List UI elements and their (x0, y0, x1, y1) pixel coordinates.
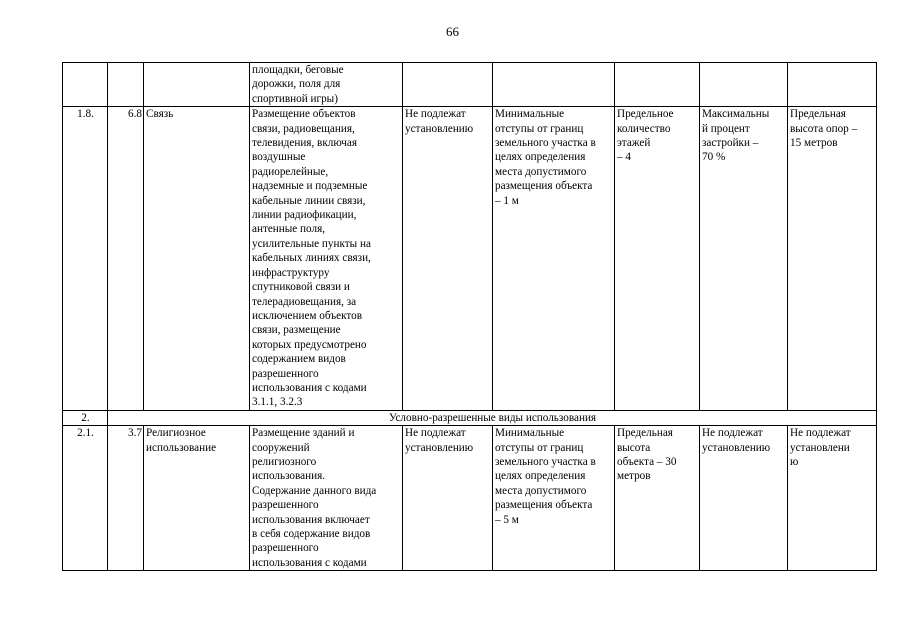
cell-name (144, 63, 250, 107)
table-row (63, 426, 877, 571)
cell-col9: Предельная высота опор – 15 метров (788, 107, 877, 411)
cell-col7: Предельное количество этажей – 4 (615, 107, 700, 411)
cell-col5 (403, 63, 493, 107)
cell-col9 (788, 63, 877, 107)
cell-name: Религиозное использование (144, 426, 250, 571)
cell-number: 2.1. (63, 426, 108, 571)
cell-col5: Не подлежат установлению (403, 426, 493, 571)
land-use-table (62, 62, 877, 571)
cell-col5: Не подлежат установлению (403, 107, 493, 411)
cell-description: Размещение объектов связи, радиовещания, телевидения, включая воздушные радиорелейные, надземные и подземные кабельные линии связи, линии радиофикации, антенные поля, усилительные пункты на кабельных линиях связи, инфраструктуру спутниковой связи и телерадиовещания, за исключением объектов связи, размещение которых предусмотрено содержанием видов разрешенного использования с кодами 3.1.1, 3.2.3 (250, 107, 403, 411)
cell-number: 1.8. (63, 107, 108, 411)
cell-col8: Не подлежат установлению (700, 426, 788, 571)
cell-col6 (493, 63, 615, 107)
cell-col6: Минимальные отступы от границ земельного участка в целях определения места допустимого размещения объекта – 1 м (493, 107, 615, 411)
cell-description: площадки, беговые дорожки, поля для спортивной игры) (250, 63, 403, 107)
table-row (63, 107, 877, 411)
cell-number (63, 63, 108, 107)
page-number: 66 (446, 24, 459, 39)
section-row (63, 410, 877, 425)
cell-code: 6.8 (108, 107, 144, 411)
section-title: Условно-разрешенные виды использования (108, 410, 877, 425)
cell-name: Связь (144, 107, 250, 411)
cell-code: 3.7 (108, 426, 144, 571)
cell-col9: Не подлежат установлени ю (788, 426, 877, 571)
cell-number: 2. (63, 410, 108, 425)
cell-col7: Предельная высота объекта – 30 метров (615, 426, 700, 571)
table-row (63, 63, 877, 107)
cell-col7 (615, 63, 700, 107)
cell-description: Размещение зданий и сооружений религиозного использования. Содержание данного вида разрешенного использования включает в себя содержание видов разрешенного использования с кодами (250, 426, 403, 571)
cell-col6: Минимальные отступы от границ земельного участка в целях определения места допустимого размещения объекта – 5 м (493, 426, 615, 571)
cell-code (108, 63, 144, 107)
cell-col8 (700, 63, 788, 107)
cell-col8: Максимальны й процент застройки – 70 % (700, 107, 788, 411)
